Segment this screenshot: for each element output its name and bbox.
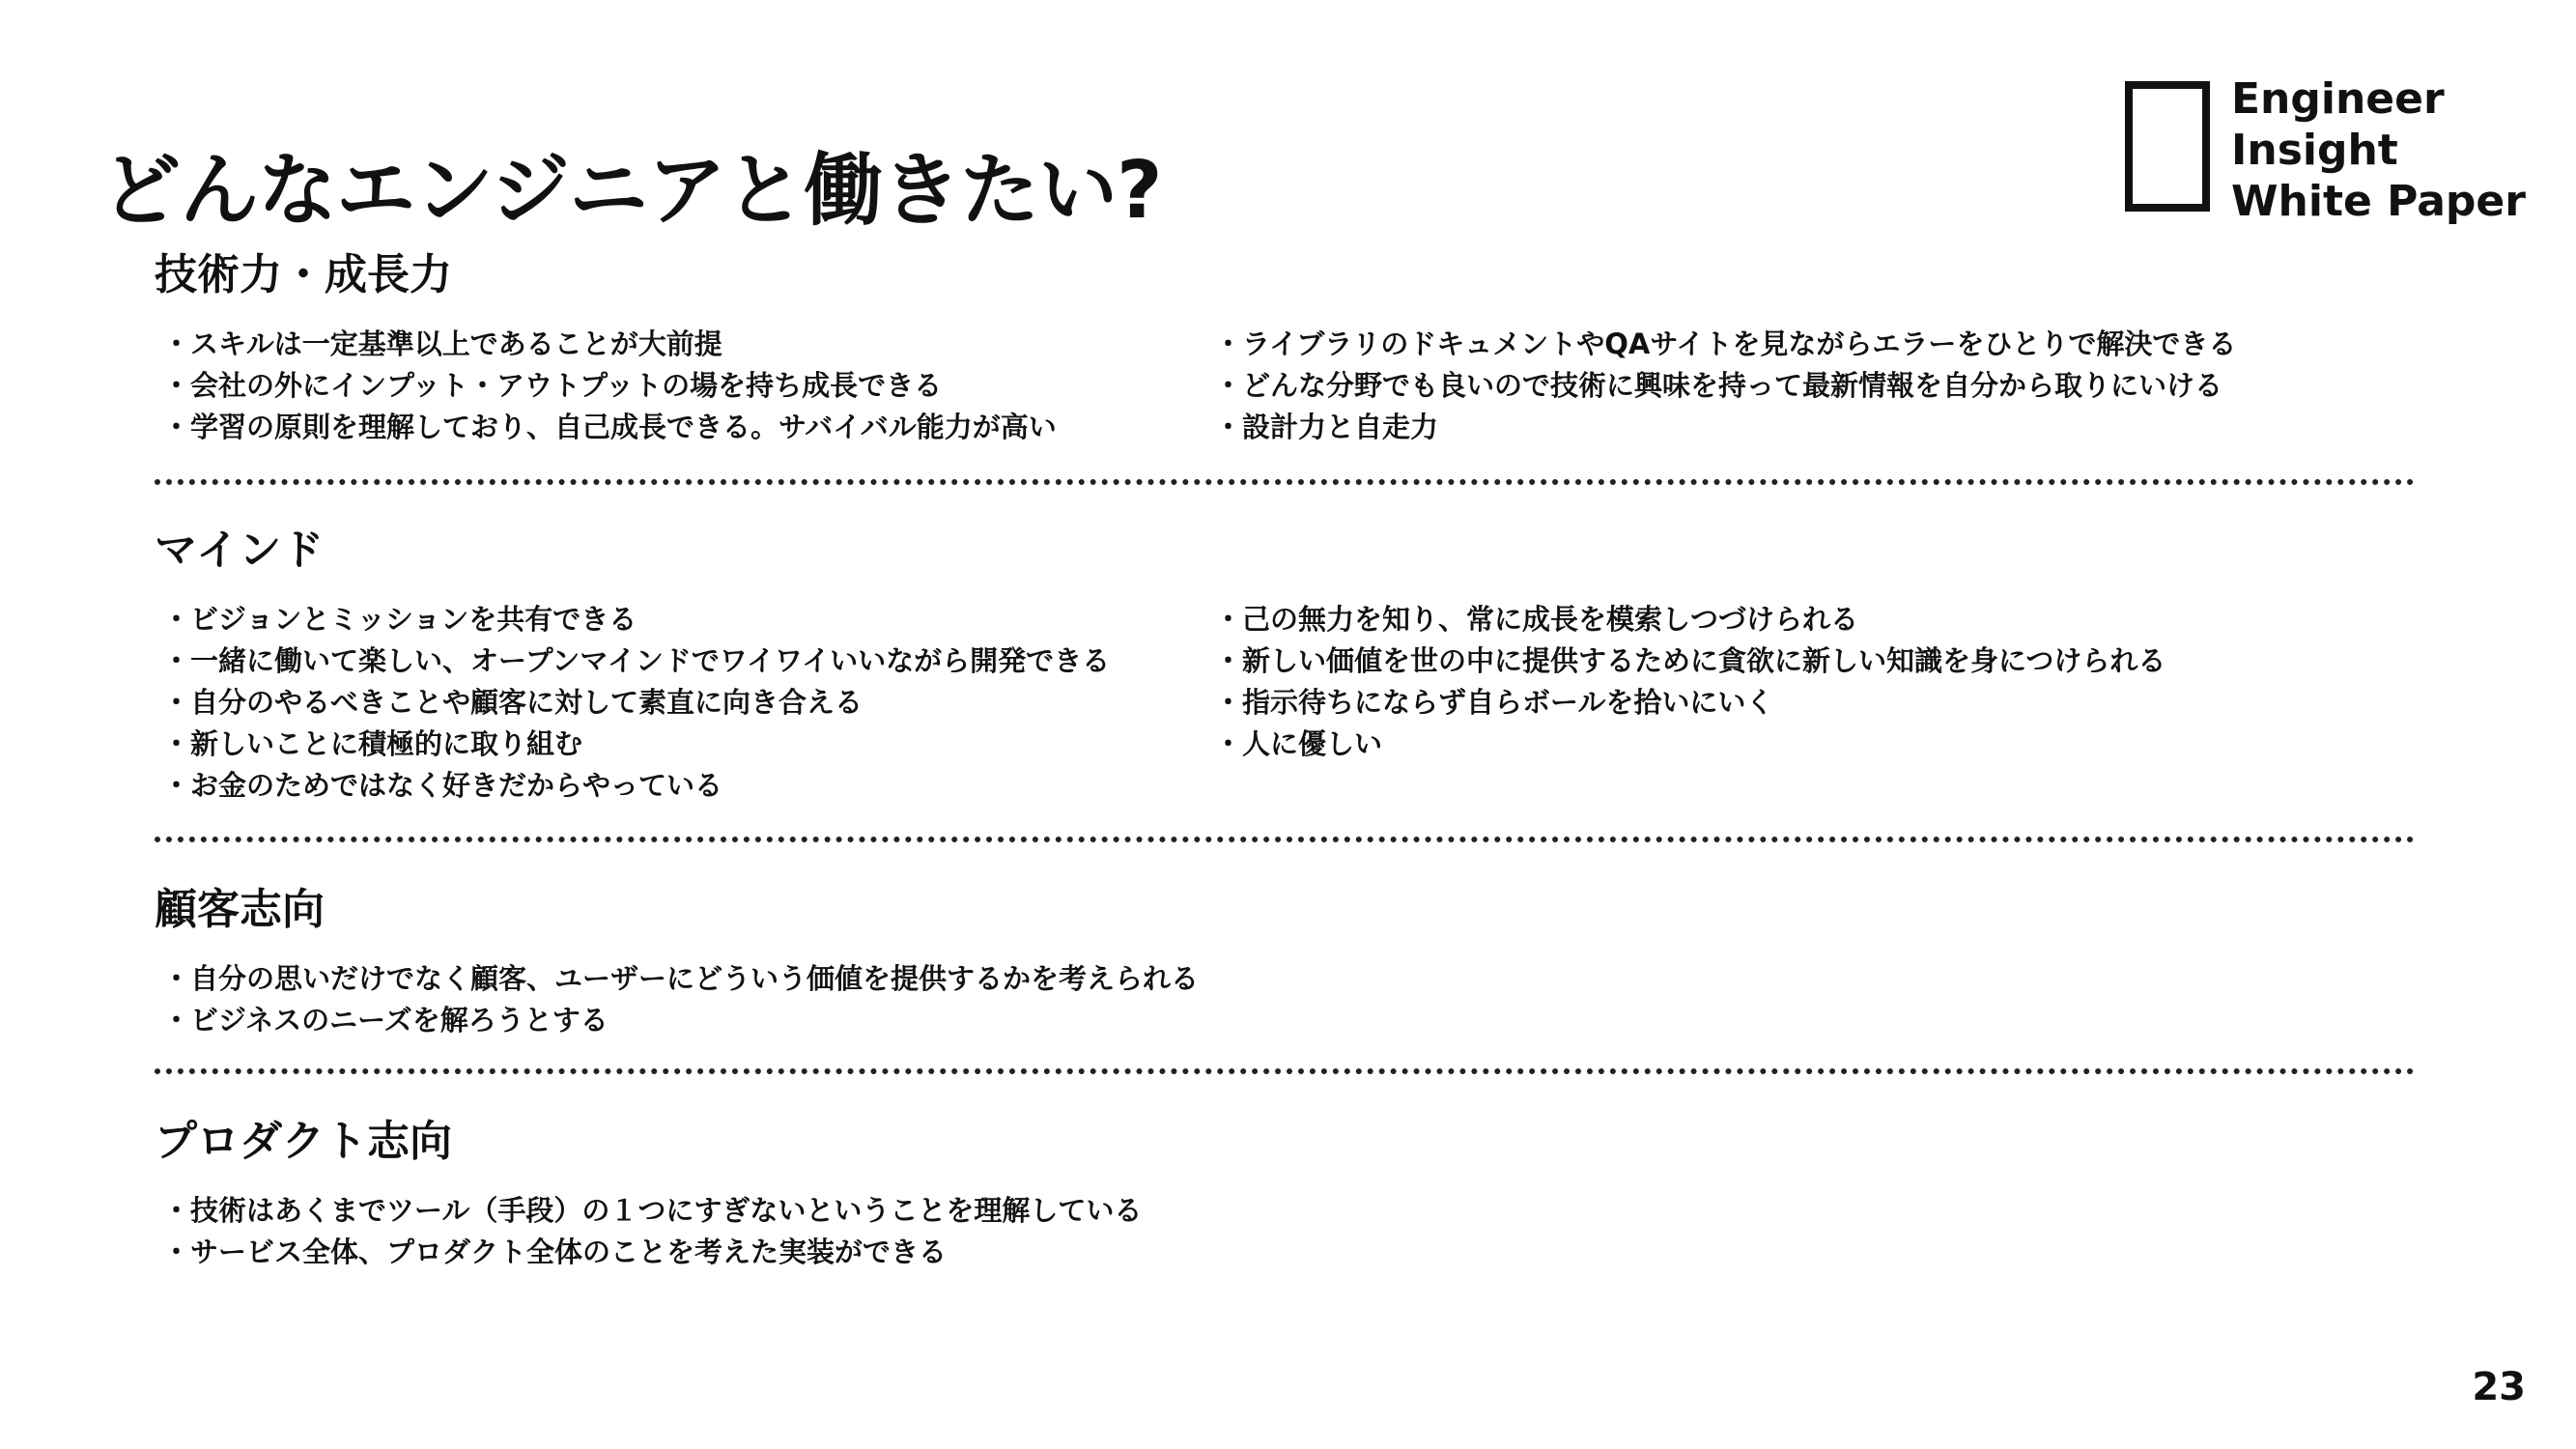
list-item: ・ 設計力と自走力 <box>1214 407 2236 448</box>
list-item: ・ お金のためではなく好きだからやっている <box>162 765 1110 807</box>
list-item: ・ ビジョンとミッションを共有できる <box>162 599 1110 640</box>
list-item: ・ どんな分野でも良いので技術に興味を持って最新情報を自分から取りにいける <box>1214 365 2236 407</box>
section-heading: プロダクト志向 <box>155 1117 452 1166</box>
bullet-list-left <box>162 599 1110 807</box>
bullet-list-left <box>162 324 1057 448</box>
list-item: ・ サービス全体、プロダクト全体のことを考えた実装ができる <box>162 1232 1142 1273</box>
list-item: ・ 学習の原則を理解しており、自己成長できる。サバイバル能力が高い <box>162 407 1057 448</box>
page-number: 23 <box>2472 1365 2526 1409</box>
section-heading: 顧客志向 <box>155 885 325 934</box>
dotted-divider <box>155 837 2415 842</box>
list-item: ・ ビジネスのニーズを解ろうとする <box>162 1000 1199 1041</box>
section-heading: 技術力・成長力 <box>155 250 452 299</box>
section-mindset <box>155 526 2415 802</box>
list-item: ・ 一緒に働いて楽しい、オープンマインドでワイワイいいながら開発できる <box>162 640 1110 682</box>
list-item: ・ スキルは一定基準以上であることが大前提 <box>162 324 1057 365</box>
brand-logo <box>2125 74 2526 226</box>
list-item: ・ 人に優しい <box>1214 724 2166 765</box>
section-product-oriented <box>155 1117 2415 1268</box>
section-heading: マインド <box>155 526 325 575</box>
logo-line: White Paper <box>2231 177 2526 226</box>
bullet-list-right <box>1214 324 2236 448</box>
list-item: ・ 技術はあくまでツール（手段）の１つにすぎないということを理解している <box>162 1190 1142 1232</box>
list-item: ・ 新しいことに積極的に取り組む <box>162 724 1110 765</box>
logo-line: Insight <box>2231 126 2398 175</box>
list-item: ・ 己の無力を知り、常に成長を模索しつづけられる <box>1214 599 2166 640</box>
logo-text <box>2231 73 2526 227</box>
section-technical-growth <box>155 250 2415 443</box>
list-item: ・ 自分のやるべきことや顧客に対して素直に向き合える <box>162 682 1110 724</box>
list-item: ・ 指示待ちにならず自らボールを拾いにいく <box>1214 682 2166 724</box>
list-item: ・ 新しい価値を世の中に提供するために貪欲に新しい知識を身につけられる <box>1214 640 2166 682</box>
dotted-divider <box>155 1068 2415 1074</box>
section-customer-oriented <box>155 885 2415 1037</box>
page-title: どんなエンジニアと働きたい? <box>101 144 1162 237</box>
logo-box-icon <box>2125 81 2210 212</box>
logo-line: Engineer <box>2231 74 2445 124</box>
bullet-list-right <box>1214 599 2166 765</box>
bullet-list-left <box>162 1190 1142 1273</box>
dotted-divider <box>155 479 2415 485</box>
bullet-list-left <box>162 958 1199 1041</box>
list-item: ・ 自分の思いだけでなく顧客、ユーザーにどういう価値を提供するかを考えられる <box>162 958 1199 1000</box>
list-item: ・ 会社の外にインプット・アウトプットの場を持ち成長できる <box>162 365 1057 407</box>
list-item: ・ ライブラリのドキュメントやQAサイトを見ながらエラーをひとりで解決できる <box>1214 324 2236 365</box>
